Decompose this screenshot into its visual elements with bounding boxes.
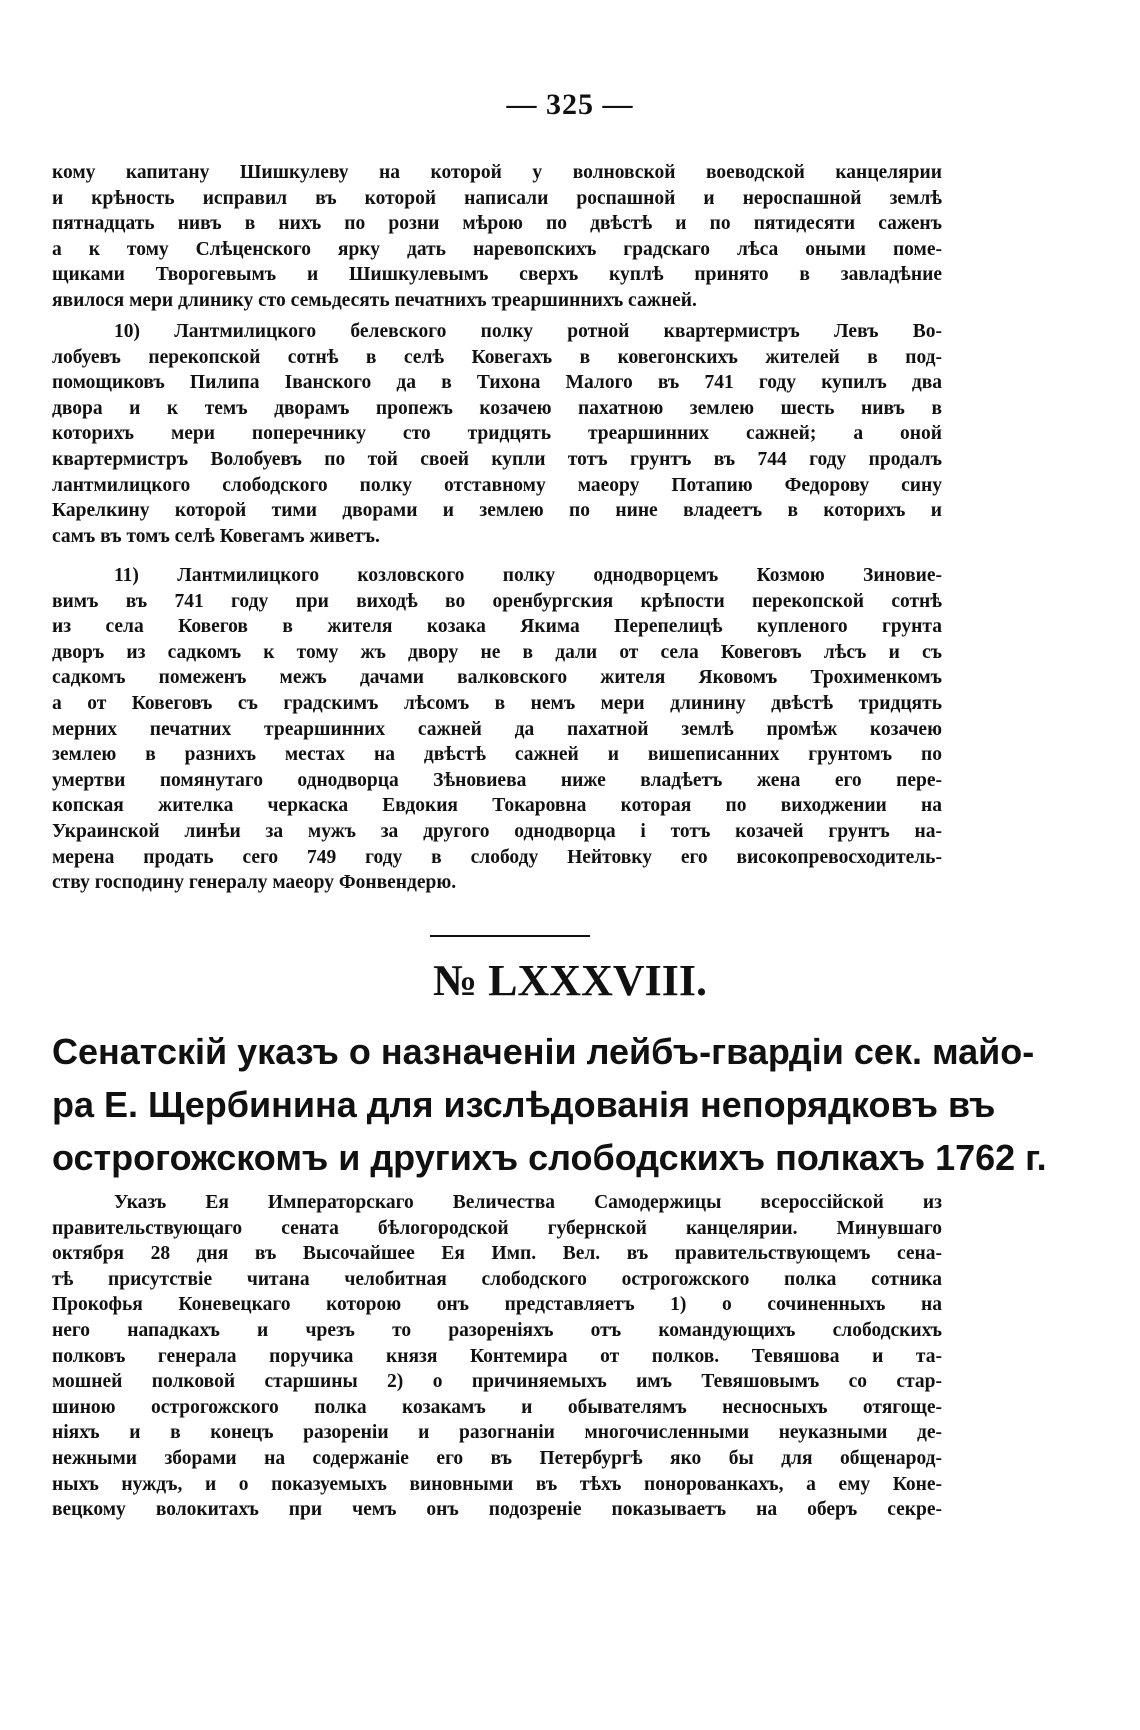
text-line: кому капитану Шишкулеву на которой у волновской воеводской канцелярии bbox=[52, 162, 942, 183]
text-line: двора и к темъ дворамъ пропежъ козачею пахатною землею шесть нивъ в bbox=[52, 397, 942, 419]
text-line: вимъ въ 741 году при виходѣ во оренбургския крѣпости перекопской сотнѣ bbox=[52, 590, 942, 612]
text-line: октября 28 дня въ Высочайшее Ея Имп. Вел. въ правительствующемъ сена- bbox=[52, 1243, 942, 1265]
title-line: Сенатскій указъ о назначеніи лейбъ-гвардіи сек. майо- bbox=[52, 1031, 1035, 1072]
text-line: нежными зборами на содержаніе его въ Петербургѣ яко бы для общенарод- bbox=[52, 1447, 942, 1469]
text-line: него нападкахъ и чрезъ то разореніяхъ отъ командующихъ слободскихъ bbox=[52, 1319, 942, 1341]
continuation-paragraph bbox=[52, 160, 942, 314]
paragraph-item-10 bbox=[52, 319, 942, 549]
paragraph-item-11 bbox=[52, 563, 942, 896]
text-line: умертви помянутаго однодворца Зѣновиева ниже владѣетъ жена его пере- bbox=[52, 769, 942, 791]
section-divider bbox=[430, 935, 590, 937]
text-line: а к тому Слѣценского ярку дать наревопскихъ градскаго лѣса оными поме- bbox=[52, 238, 942, 260]
document-title bbox=[52, 1025, 1047, 1184]
text-line: а от Ковеговъ съ градскимъ лѣсомъ в немъ мери длинину двѣстѣ тридцять bbox=[52, 692, 942, 714]
text-line: ныхъ нуждъ, и о показуемыхъ виновными въ тѣхъ понорованкахъ, а ему Коне- bbox=[52, 1473, 942, 1495]
document-number: № LXXXVIII. bbox=[432, 956, 708, 1005]
title-line: ра Е. Щербинина для изслѣдованія непорядковъ въ bbox=[52, 1084, 996, 1125]
text-line: 11) Лантмилицкого козловского полку однодворцемъ Козмою Зиновие- bbox=[114, 565, 942, 586]
document-body bbox=[52, 1190, 942, 1523]
text-line: полковъ генерала поручика князя Контемира от полков. Тевяшова и та- bbox=[52, 1345, 942, 1367]
text-line: квартермистръ Волобуевъ по той своей купли тотъ грунтъ въ 744 году продалъ bbox=[52, 448, 942, 470]
text-line: землею в разнихъ местах на двѣстѣ сажней и вишеписанних грунтомъ по bbox=[52, 744, 942, 766]
text-line: шиною острогожского полка козакамъ и обывателямъ несносныхъ отягоще- bbox=[52, 1396, 942, 1418]
text-line: Карелкину которой тими дворами и землею по нине владеетъ в которихъ и bbox=[52, 500, 942, 522]
text-line: дворъ из садкомъ к тому жъ двору не в дали от села Ковеговъ лѣсъ и съ bbox=[52, 641, 942, 663]
text-line: пятнадцать нивъ в нихъ по розни мѣрою по двѣстѣ и по пятидесяти саженъ bbox=[52, 213, 942, 235]
text-line: мерена продать сего 749 году в слободу Нейтовку его високопревосходитель- bbox=[52, 846, 942, 868]
text-line: садкомъ помеженъ межъ дачами валковского жителя Яковомъ Трохименкомъ bbox=[52, 667, 942, 689]
text-line: правительствующаго сената бѣлогородской губернской канцелярии. Минувшаго bbox=[52, 1217, 942, 1239]
text-line: и крѣность исправил въ которой написали роспашной и нероспашной землѣ bbox=[52, 187, 942, 209]
text-line: лобуевъ перекопской сотнѣ в селѣ Ковегахъ в ковегонскихъ жителей в под- bbox=[52, 346, 942, 368]
text-line: Украинской линѣи за мужъ за другого однодворца і тотъ козачей грунтъ на- bbox=[52, 820, 942, 842]
text-line: вецкому волокитахъ при чемъ онъ подозреніе показываетъ на оберъ секре- bbox=[52, 1499, 942, 1521]
text-line: которихъ мери поперечнику сто тридцять треаршинних сажней; а оной bbox=[52, 423, 942, 445]
page-number: — 325 — bbox=[506, 88, 634, 121]
text-line: 10) Лантмилицкого белевского полку ротной квартермистръ Левъ Во- bbox=[114, 321, 942, 342]
text-line: щиками Творогевымъ и Шишкулевымъ сверхъ куплѣ принято в завладѣние bbox=[52, 264, 942, 286]
text-line: явилося мери длинику сто семьдесять печатнихъ треаршиннихъ сажней. bbox=[52, 289, 697, 311]
text-line: мошней полковой старшины 2) о причиняемыхъ имъ Тевяшовымъ со стар- bbox=[52, 1371, 942, 1393]
text-line: лантмилицкого слободского полку отставному маеору Потапию Федорову сину bbox=[52, 474, 942, 496]
text-line: Прокофья Коневецкаго которою онъ представляетъ 1) о сочиненныхъ на bbox=[52, 1294, 942, 1316]
text-line: из села Ковегов в жителя козака Якима Перепелицѣ купленого грунта bbox=[52, 616, 942, 638]
text-line: мерних печатних треаршинних сажней да пахатной землѣ промѣж козачею bbox=[52, 718, 942, 740]
text-line: копская жителка черкаска Евдокия Токаровна которая по виходжении на bbox=[52, 795, 942, 817]
text-line: тѣ присутствіе читана челобитная слободского острогожского полка сотника bbox=[52, 1268, 942, 1290]
title-line: острогожскомъ и другихъ слободскихъ полкахъ 1762 г. bbox=[52, 1137, 1047, 1178]
text-line: ніяхъ и в конецъ разореніи и разогнаніи многочисленными неуказными де- bbox=[52, 1422, 942, 1444]
text-line: самъ въ томъ селѣ Ковегамъ живетъ. bbox=[52, 525, 380, 547]
text-line: ству господину генералу маеору Фонвендерю. bbox=[52, 872, 457, 894]
text-line: Указъ Ея Императорскаго Величества Самодержицы всероссійской из bbox=[114, 1192, 942, 1213]
text-line: помощиковъ Пилипа Іванского да в Тихона Малого въ 741 году купилъ два bbox=[52, 372, 942, 394]
